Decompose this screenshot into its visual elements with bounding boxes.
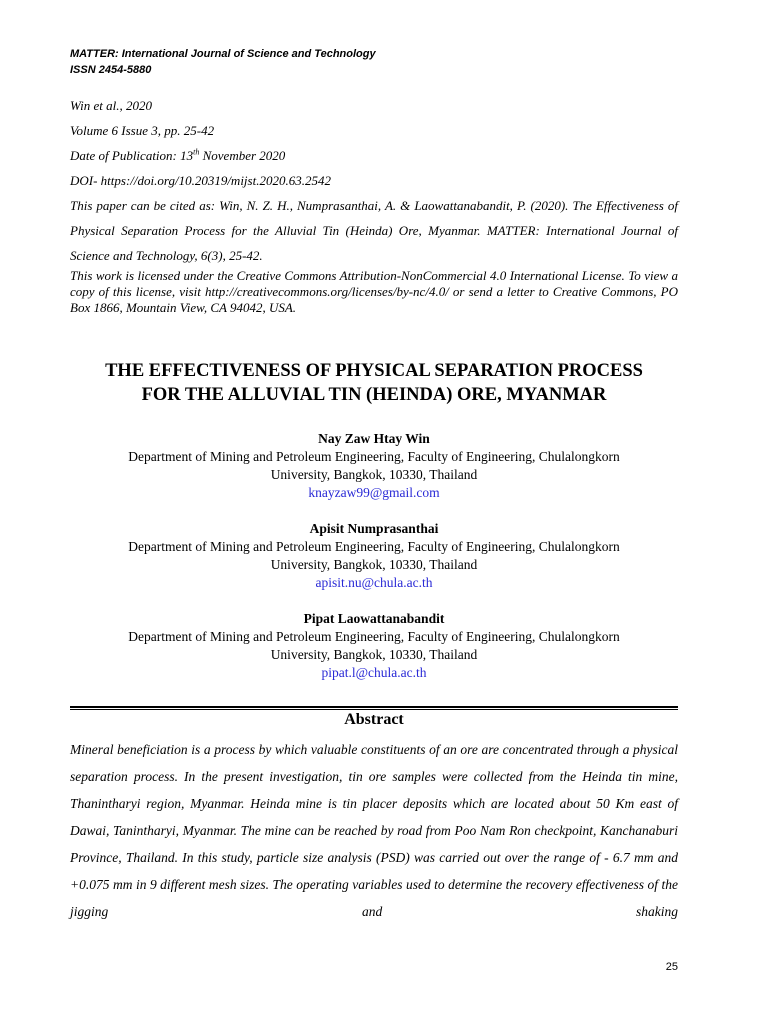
pub-date-suffix: November 2020 [199,148,286,163]
author-affiliation: Department of Mining and Petroleum Engineering, Faculty of Engineering, Chulalongkorn [128,449,620,464]
doi-link[interactable]: DOI- https://doi.org/10.20319/mijst.2020.63.2542 [70,173,331,188]
pub-date-prefix: Date of Publication: 13 [70,148,194,163]
author-name: Nay Zaw Htay Win [318,431,430,446]
author-affiliation-2: University, Bangkok, 10330, Thailand [270,557,478,572]
section-divider-thick [70,706,678,708]
author-block [70,520,678,592]
title-line-2: FOR THE ALLUVIAL TIN (HEINDA) ORE, MYANMAR [141,385,607,405]
title-line-1: THE EFFECTIVENESS OF PHYSICAL SEPARATION PROCESS [105,361,643,381]
article-metadata [70,93,678,316]
journal-issn: ISSN 2454-5880 [70,64,152,76]
publication-date [70,143,678,168]
pub-date-sup: th [193,147,200,157]
citation-short: Win et al., 2020 [70,98,152,113]
license-statement: This work is licensed under the Creative Commons Attribution-NonCommercial 4.0 International License. To view a copy of this license, visit http://creativecommons.org/licenses/by-nc/4.0/ or send a letter to Creative Commons, PO Box 1866, Mountain View, CA 94042, USA. [70,268,678,315]
abstract-heading: Abstract [344,711,404,728]
author-block [70,430,678,502]
author-affiliation-2: University, Bangkok, 10330, Thailand [270,467,478,482]
page-number: 25 [665,961,678,973]
cite-as: This paper can be cited as: Win, N. Z. H., Numprasanthai, A. & Laowattanabandit, P. (2020). The Effectiveness of Physical Separation Process for the Alluvial Tin (Heinda) Ore, Myanmar. MATTER: International Journal of Science and Technology, 6(3), 25-42. [70,198,678,263]
paper-title [70,359,678,407]
author-affiliation: Department of Mining and Petroleum Engineering, Faculty of Engineering, Chulalongkorn [128,539,620,554]
author-name: Apisit Numprasanthai [309,521,439,536]
author-name: Pipat Laowattanabandit [303,611,445,626]
abstract-text: Mineral beneficiation is a process by which valuable constituents of an ore are concentrated through a physical separation process. In the present investigation, tin ore samples were collected from the Heinda tin mine, Thanintharyi region, Myanmar. Heinda mine is tin placer deposits which are located about 50 Km east of Dawai, Tanintharyi, Myanmar. The mine can be reached by road from Poo Nam Ron checkpoint, Kanchanaburi Province, Thailand. In this study, particle size analysis (PSD) was carried out over the range of - 6.7 mm and +0.075 mm in 9 different mesh sizes. The operating variables used to determine the recovery effectiveness of the jigging and shaking [70,742,678,919]
author-email-link[interactable]: pipat.l@chula.ac.th [321,665,427,680]
journal-name: MATTER: International Journal of Science and Technology [70,48,376,60]
volume-info: Volume 6 Issue 3, pp. 25-42 [70,123,215,138]
paper-page [70,0,678,1024]
author-block [70,610,678,682]
author-list [70,430,678,700]
author-affiliation: Department of Mining and Petroleum Engineering, Faculty of Engineering, Chulalongkorn [128,629,620,644]
author-email-link[interactable]: apisit.nu@chula.ac.th [315,575,433,590]
author-email-link[interactable]: knayzaw99@gmail.com [308,485,440,500]
author-affiliation-2: University, Bangkok, 10330, Thailand [270,647,478,662]
journal-header [70,46,376,78]
